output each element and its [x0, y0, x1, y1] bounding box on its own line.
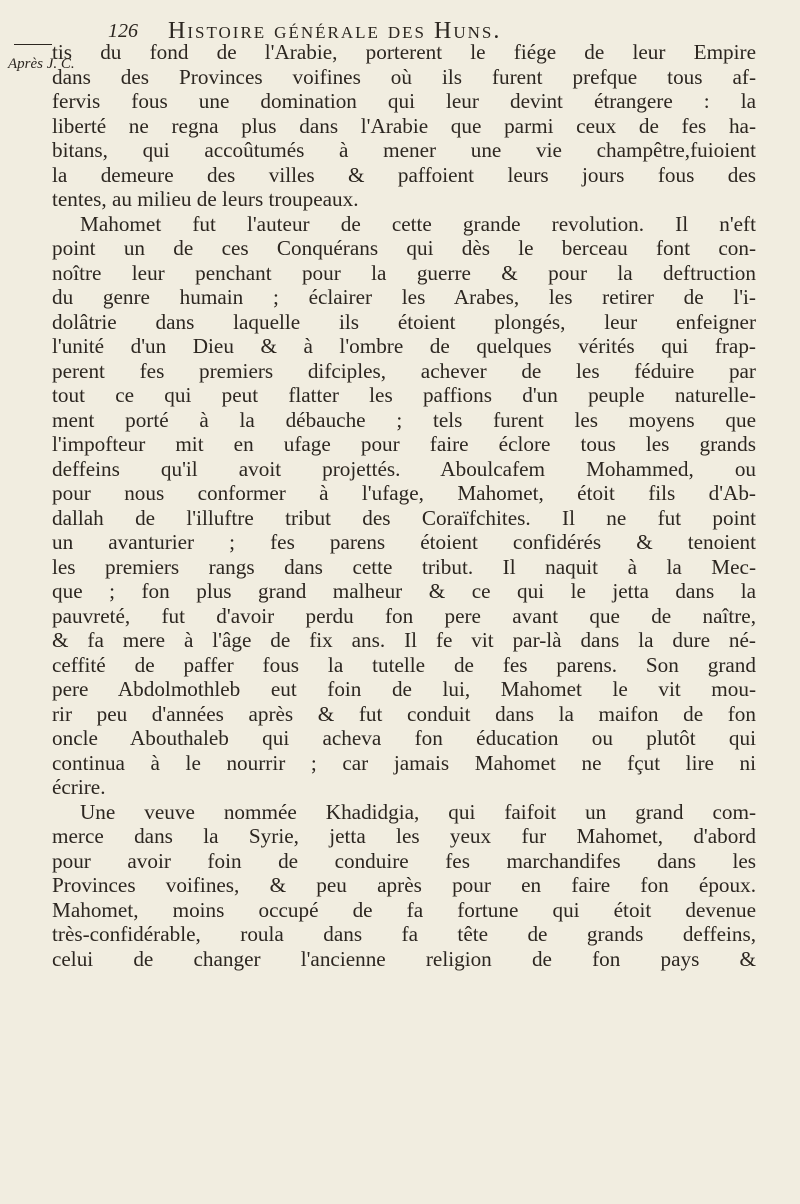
- text-line: pauvreté, fut d'avoir perdu fon pere avant que de naître,: [52, 603, 756, 628]
- text-line: bitans, qui accoûtumés à mener une vie champêtre,fuioient: [52, 138, 756, 162]
- text-line: tis du fond de l'Arabie, porterent le fiége de leur Empire: [52, 40, 756, 64]
- text-line: continua à le nourrir ; car jamais Mahomet ne fçut lire ni: [52, 750, 756, 775]
- text-line: merce dans la Syrie, jetta les yeux fur Mahomet, d'abord: [52, 824, 756, 848]
- text-line: liberté ne regna plus dans l'Arabie que parmi ceux de fes ha-: [52, 113, 756, 138]
- text-line: Mahomet fut l'auteur de cette grande revolution. Il n'eft: [80, 211, 756, 236]
- text-line: écrire.: [52, 775, 106, 799]
- text-line: celui de changer l'ancienne religion de fon pays &: [52, 946, 756, 971]
- text-line: l'impofteur mit en ufage pour faire éclore tous les grands: [52, 432, 756, 456]
- text-line: très-confidérable, roula dans fa tête de grands deffeins,: [52, 922, 756, 946]
- text-line: l'unité d'un Dieu & à l'ombre de quelques vérités qui frap-: [52, 334, 756, 358]
- text-line: rir peu d'années après & fut conduit dans la maifon de fon: [52, 701, 756, 726]
- text-line: oncle Abouthaleb qui acheva fon éducation ou plutôt qui: [52, 726, 756, 750]
- text-line: dolâtrie dans laquelle ils étoient plongés, leur enfeigner: [52, 309, 756, 334]
- text-line: les premiers rangs dans cette tribut. Il naquit à la Mec-: [52, 554, 756, 579]
- text-line: la demeure des villes & paffoient leurs jours fous des: [52, 162, 756, 187]
- text-line: ceffité de paffer fous la tutelle de fes parens. Son grand: [52, 652, 756, 677]
- text-line: Une veuve nommée Khadidgia, qui faifoit un grand com-: [80, 799, 756, 824]
- text-line: dans des Provinces voifines où ils furent prefque tous af-: [52, 64, 756, 89]
- text-line: un avanturier ; fes parens étoient confidérés & tenoient: [52, 530, 756, 554]
- text-line: du genre humain ; éclairer les Arabes, les retirer de l'i-: [52, 285, 756, 309]
- text-line: Mahomet, moins occupé de fa fortune qui étoit devenue: [52, 897, 756, 922]
- text-line: point un de ces Conquérans qui dès le berceau font con-: [52, 236, 756, 260]
- margin-rule: [14, 44, 52, 45]
- text-line: pour avoir foin de conduire fes marchandifes dans les: [52, 848, 756, 873]
- running-head: Histoire générale des Huns.: [168, 18, 502, 44]
- text-line: perent fes premiers difciples, achever de les féduire par: [52, 358, 756, 383]
- text-line: deffeins qu'il avoit projettés. Aboulcafem Mohammed, ou: [52, 456, 756, 481]
- margin-note: Après J. C.: [8, 56, 75, 72]
- text-line: Provinces voifines, & peu après pour en faire fon époux.: [52, 873, 756, 897]
- text-line: fervis fous une domination qui leur devint étrangere : la: [52, 89, 756, 113]
- text-line: pour nous conformer à l'ufage, Mahomet, étoit fils d'Ab-: [52, 481, 756, 505]
- page-number: 126: [108, 20, 138, 42]
- text-line: & fa mere à l'âge de fix ans. Il fe vit par-là dans la dure né-: [52, 628, 756, 652]
- text-line: tout ce qui peut flatter les paffions d'un peuple naturelle-: [52, 383, 756, 407]
- text-line: pere Abdolmothleb eut foin de lui, Mahomet le vit mou-: [52, 677, 756, 701]
- text-line: tentes, au milieu de leurs troupeaux.: [52, 187, 359, 211]
- text-line: noître leur penchant pour la guerre & pour la deftruction: [52, 260, 756, 285]
- body-text: [52, 40, 756, 971]
- text-line: ment porté à la débauche ; tels furent les moyens que: [52, 407, 756, 432]
- text-line: que ; fon plus grand malheur & ce qui le jetta dans la: [52, 579, 756, 603]
- text-line: dallah de l'illuftre tribut des Coraïfchites. Il ne fut point: [52, 505, 756, 530]
